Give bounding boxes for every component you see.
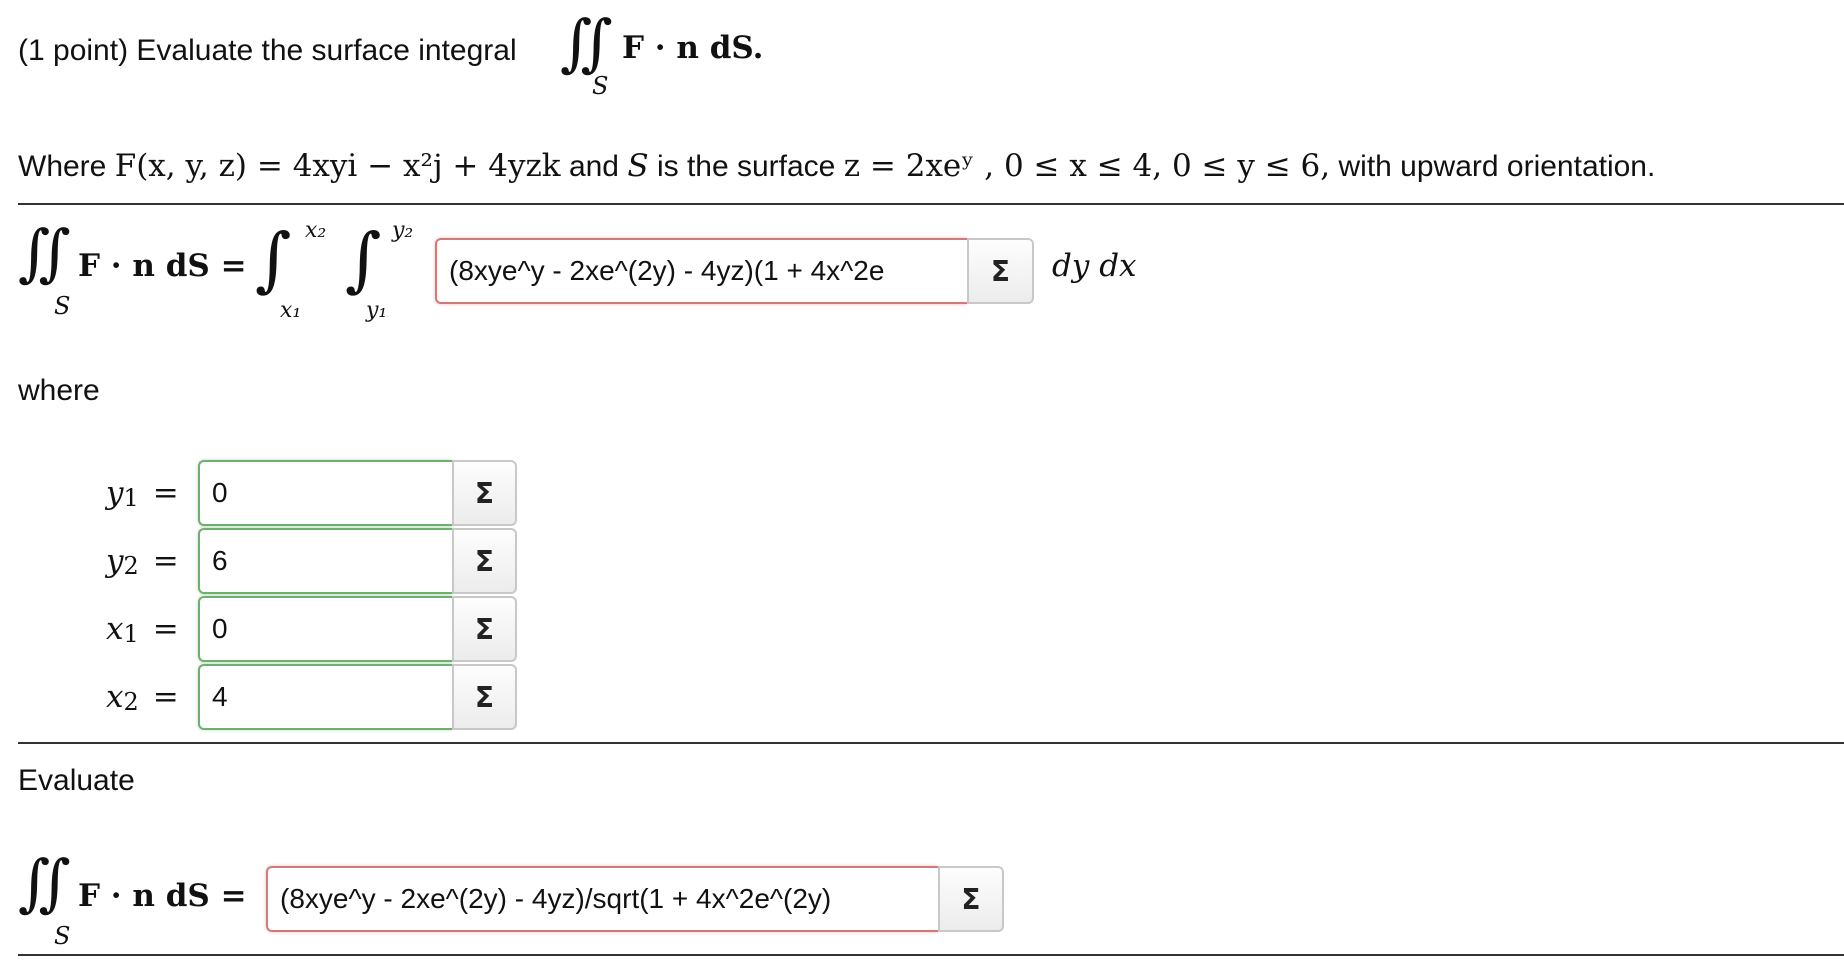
bound-label-x1: $x_1$ = <box>106 611 179 648</box>
divider <box>18 203 1844 205</box>
y2-equation-editor-button[interactable]: Σ <box>452 528 517 594</box>
header-integrand: F · n dS. <box>622 30 764 66</box>
x1-equation-editor-button[interactable]: Σ <box>452 596 517 662</box>
differentials: dy dx <box>1052 248 1137 284</box>
bound-label-y2: $y_2$ = <box>106 543 179 580</box>
x1-input[interactable]: 0 <box>198 596 452 662</box>
inner-integral-sign: ∫ <box>345 218 382 300</box>
divider <box>18 954 1844 956</box>
y2-input[interactable]: 6 <box>198 528 452 594</box>
evaluate-lhs: F · n dS = <box>78 878 247 914</box>
where-label: where <box>18 374 100 407</box>
outer-integral-sign: ∫ <box>255 218 292 300</box>
integrand-equation-editor-button[interactable]: Σ <box>967 238 1034 304</box>
vector-field-definition: F(x, y, z) = 4xyi − x²j + 4yzk <box>114 148 561 184</box>
integrand-input[interactable]: (8xye^y - 2xe^(2y) - 4yz)(1 + 4x^2e <box>435 238 967 304</box>
surface-symbol: S <box>627 148 649 184</box>
answer-equation-editor-button[interactable]: Σ <box>938 866 1004 932</box>
bound-label-y1: $y_1$ = <box>106 475 179 512</box>
where-word: Where <box>18 150 107 183</box>
orientation-text: with upward orientation. <box>1338 150 1656 183</box>
problem-prompt: Evaluate the surface integral <box>136 34 517 67</box>
is-surface-text: is the surface <box>656 150 836 183</box>
setup-lhs: F · n dS = <box>78 248 247 284</box>
bound-label-x2: $x_2$ = <box>106 679 179 716</box>
evaluate-integral-sign: ∬ <box>18 846 71 919</box>
problem-header <box>18 34 517 68</box>
setup-integral-sign: ∬ <box>18 216 71 289</box>
inner-upper-limit: y₂ <box>392 218 414 243</box>
surface-definition: z = 2xeʸ , 0 ≤ x ≤ 4, 0 ≤ y ≤ 6, <box>843 148 1331 184</box>
evaluate-label: Evaluate <box>18 764 135 797</box>
y1-equation-editor-button[interactable]: Σ <box>452 460 517 526</box>
outer-upper-limit: x₂ <box>305 218 327 243</box>
evaluate-integral-subscript: S <box>54 922 71 950</box>
x2-input[interactable]: 4 <box>198 664 452 730</box>
outer-lower-limit: x₁ <box>280 298 302 323</box>
header-integral-sign: ∬ <box>560 6 613 79</box>
x2-equation-editor-button[interactable]: Σ <box>452 664 517 730</box>
points-label: (1 point) <box>18 34 129 67</box>
inner-lower-limit: y₁ <box>366 298 388 323</box>
divider <box>18 742 1844 744</box>
answer-input[interactable]: (8xye^y - 2xe^(2y) - 4yz)/sqrt(1 + 4x^2e^(2y) <box>266 866 938 932</box>
field-statement <box>18 148 1655 184</box>
y1-input[interactable]: 0 <box>198 460 452 526</box>
setup-integral-subscript: S <box>54 292 71 320</box>
and-word: and <box>568 150 619 183</box>
header-integral-subscript: S <box>592 72 609 100</box>
